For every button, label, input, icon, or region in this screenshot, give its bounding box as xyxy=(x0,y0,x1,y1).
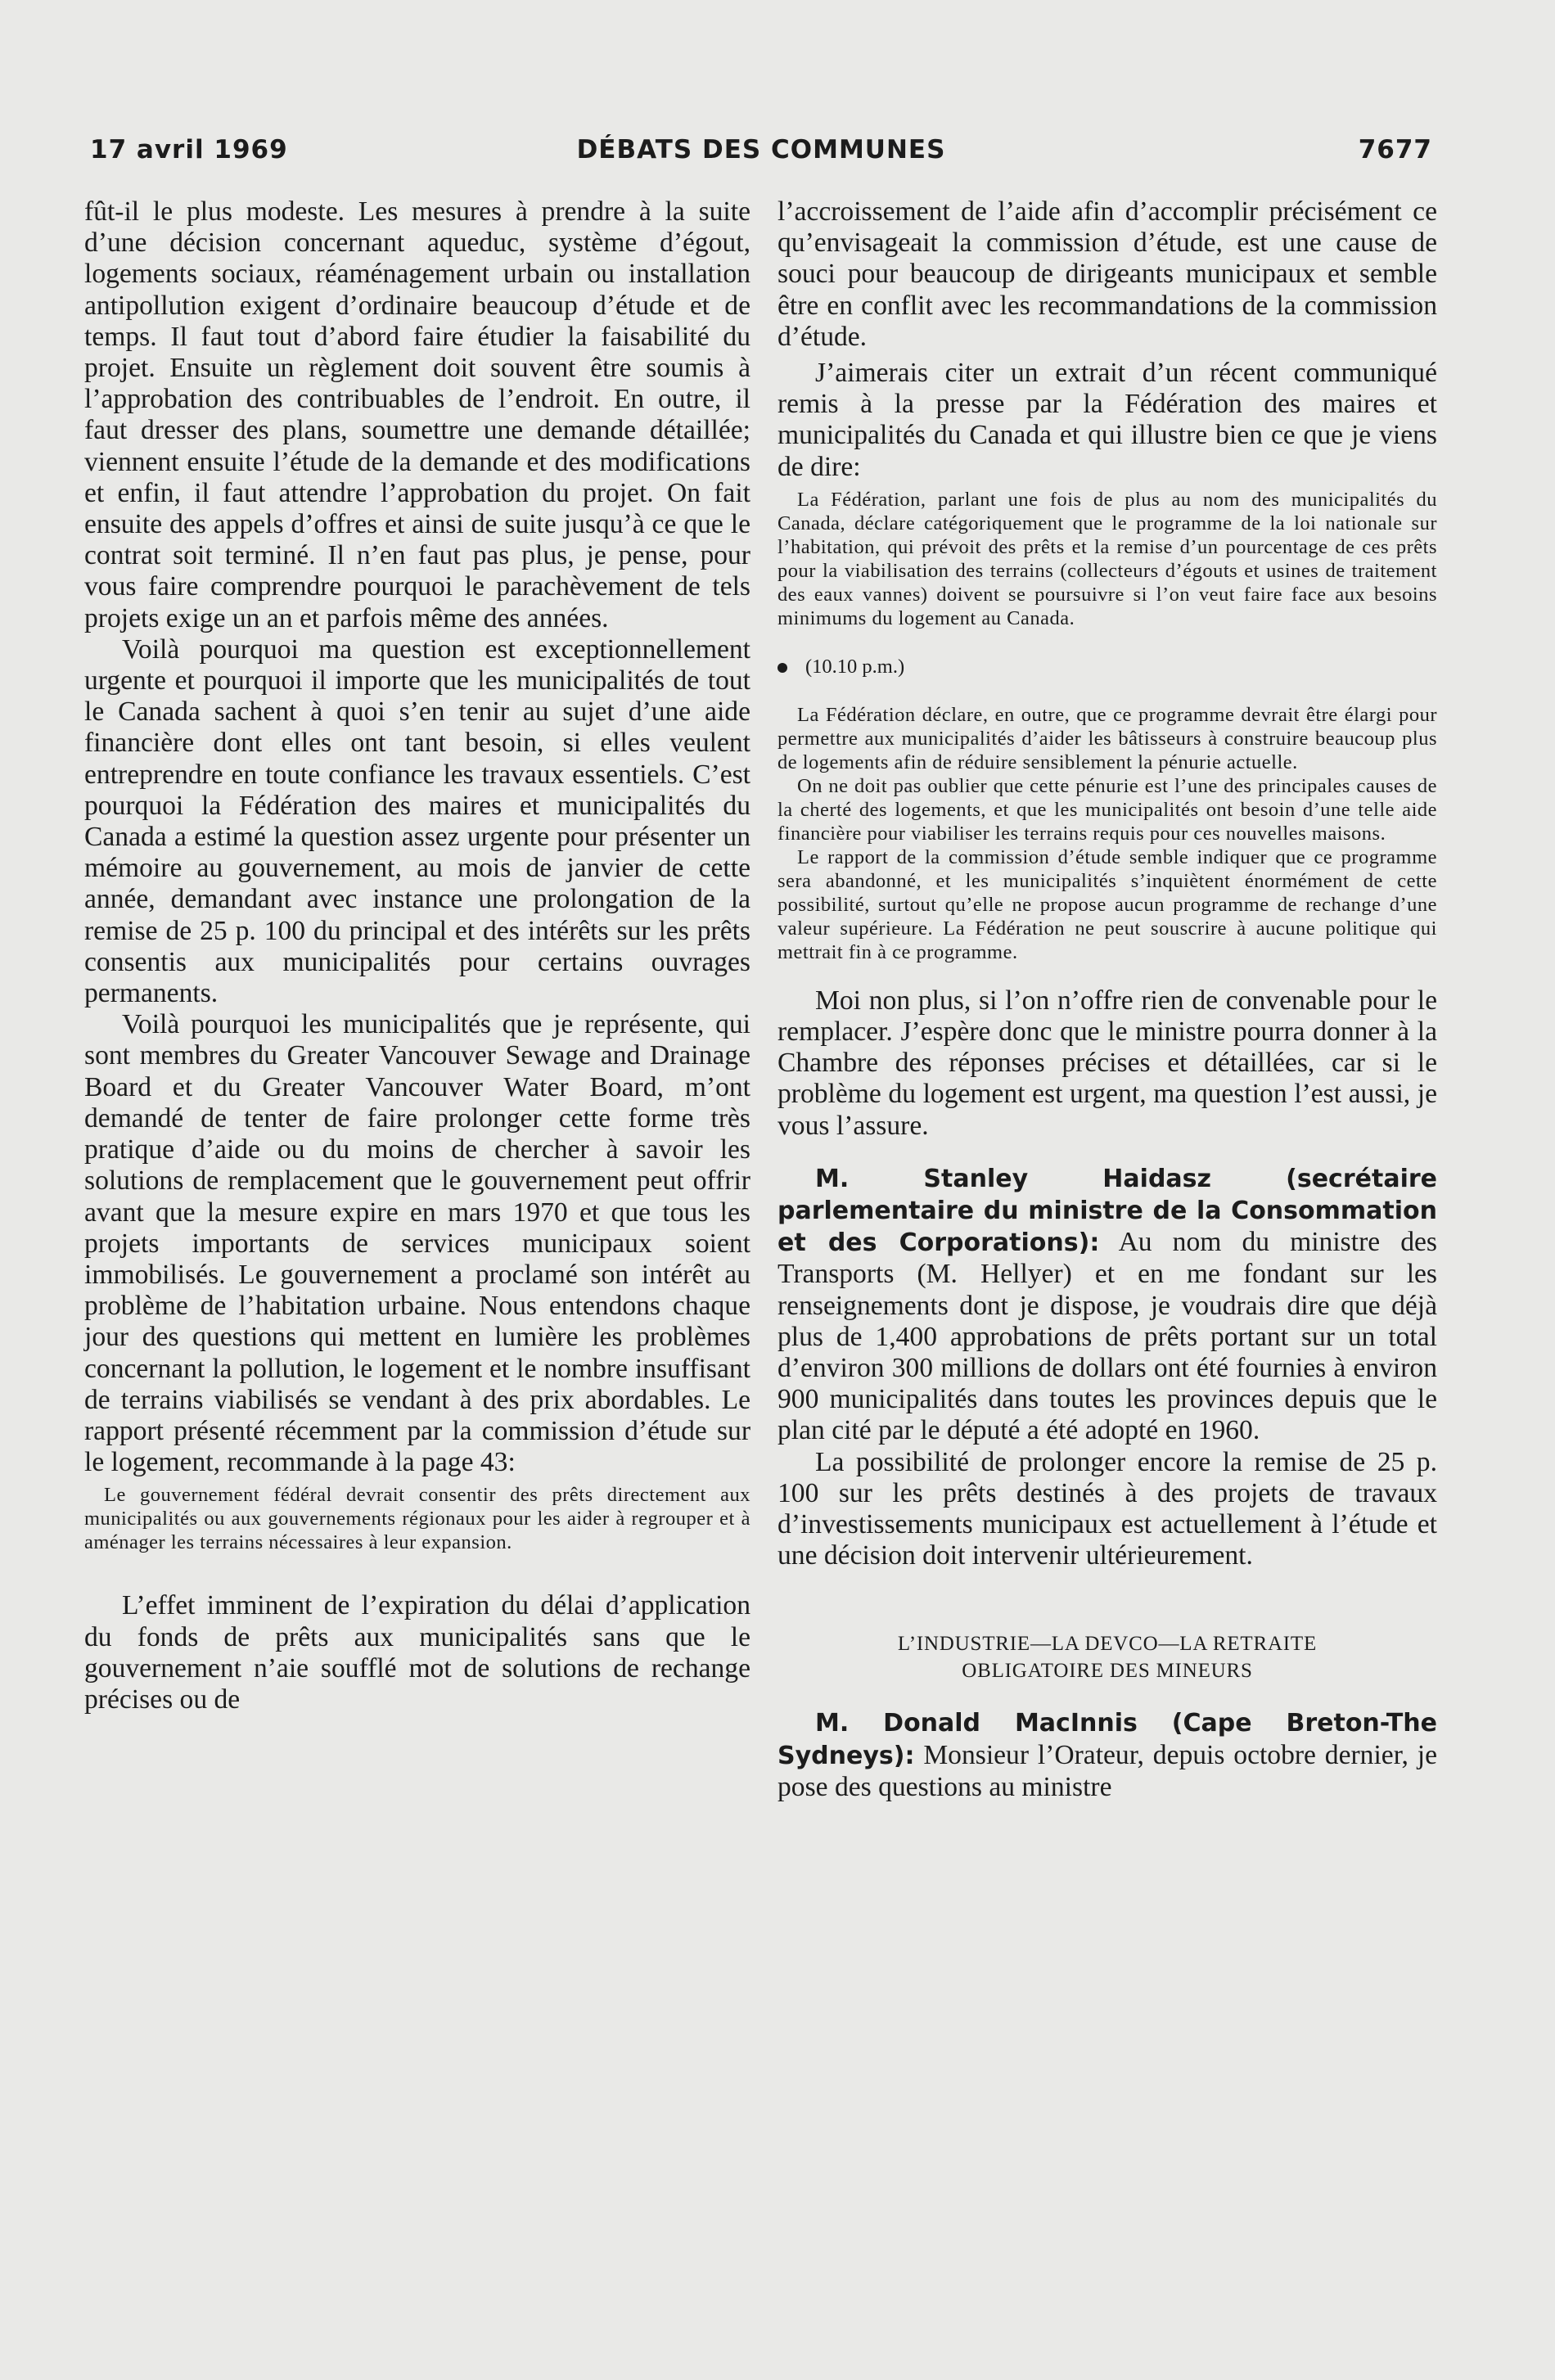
page-number: 7677 xyxy=(1358,135,1432,165)
speaker-paragraph xyxy=(778,1707,1437,1803)
section-heading-line: L’INDUSTRIE—LA DEVCO—LA RETRAITE xyxy=(897,1633,1318,1656)
paragraph: fût-il le plus modeste. Les mesures à prendre à la suite d’une décision concernant aqueduc, système d’égout, logements sociaux, réaménagement urbain ou installation antipollution exigent d’ordinaire beaucoup d’étude et de temps. Il faut tout d’abord faire étudier la faisabilité du projet. Ensuite un règlement doit souvent être soumis à l’approbation des contribuables de l’endroit. En outre, il faut dresser des plans, soumettre une demande détaillée; viennent ensuite l’étude de la demande et des modifications et enfin, il faut attendre l’approbation du projet. On fait ensuite des appels d’offres et ainsi de suite jusqu’à ce que le contrat soit terminé. Il n’en faut pas plus, je pense, pour vous faire comprendre pourquoi le parachèvement de tels projets exige un an et parfois même des années. xyxy=(84,196,750,633)
block-quote: Le gouvernement fédéral devrait consentir des prêts directement aux municipalités ou aux gouvernements régionaux pour les aider à regrouper et à aménager les terrains nécessaires à leur expansion. xyxy=(84,1484,750,1554)
block-quote: La Fédération, parlant une fois de plus au nom des municipalités du Canada, déclare catégoriquement que le programme de la loi nationale sur l’habitation, qui prévoit des prêts et la remise d’un pourcentage de ces prêts pour la viabilisation des terrains (collecteurs d’égouts et usines de traitement des eaux vannes) doivent se poursuivre si l’on veut faire face aux besoins minimums du logement au Canada. xyxy=(778,488,1437,629)
paragraph: L’effet imminent de l’expiration du délai d’application du fonds de prêts aux municipalités sans que le gouvernement n’aie soufflé mot de solutions de rechange précises ou de xyxy=(84,1590,750,1715)
left-column xyxy=(84,196,750,1715)
right-column xyxy=(778,196,1437,1803)
speaker-name: M. Stanley Haidasz (secrétaire parlementaire du ministre de la Consommation et des Corporations): xyxy=(778,1164,1437,1258)
paragraph: La possibilité de prolonger encore la remise de 25 p. 100 sur les prêts destinés à des projets de travaux d’investissements municipaux est actuellement à l’étude et une décision doit intervenir ultérieurement. xyxy=(778,1446,1437,1571)
paragraph: l’accroissement de l’aide afin d’accomplir précisément ce qu’envisageait la commission d’étude, est une cause de souci pour beaucoup de dirigeants municipaux et semble être en conflit avec les recommandations de la commission d’étude. xyxy=(778,196,1437,352)
speaker-text: Monsieur l’Orateur, depuis octobre dernier, je pose des questions au ministre xyxy=(778,1739,1437,1802)
speaker-paragraph xyxy=(778,1163,1437,1447)
block-quote: Le rapport de la commission d’étude semble indiquer que ce programme sera abandonné, et les municipalités s’inquiètent énormément de cette possibilité, surtout qu’elle ne propose aucun programme de rechange d’une valeur supérieure. La Fédération ne peut souscrire à aucune politique qui mettrait fin à ce programme. xyxy=(778,845,1437,963)
paragraph: Voilà pourquoi ma question est exceptionnellement urgente et pourquoi il importe que les municipalités de tout le Canada sachent à quoi s’en tenir au sujet d’une aide financière dont elles ont tant besoin, si elles veulent entreprendre en toute confiance les travaux essentiels. C’est pourquoi la Fédération des maires et municipalités du Canada a estimé la question assez urgente pour présenter un mémoire au gouvernement, au mois de janvier de cette année, demandant avec instance une prolongation de la remise de 25 p. 100 du principal et des intérêts sur les prêts consentis aux municipalités pour certains ouvrages permanents. xyxy=(84,633,750,1009)
time-marker-text: (10.10 p.m.) xyxy=(805,655,905,678)
section-heading-line: OBLIGATOIRE DES MINEURS xyxy=(962,1660,1253,1683)
time-marker xyxy=(778,655,1437,678)
paragraph: Moi non plus, si l’on n’offre rien de convenable pour le remplacer. J’espère donc que le ministre pourra donner à la Chambre des réponses précises et détaillées, car si le problème du logement est urgent, ma question l’est aussi, je vous l’assure. xyxy=(778,985,1437,1141)
speaker-text: Au nom du ministre des Transports (M. Hellyer) et en me fondant sur les renseignements dont je dispose, je voudrais dire que déjà plus de 1,400 approbations de prêts portant sur un total d’environ 300 millions de dollars ont été fournies à environ 900 municipalités dans toutes les provinces depuis que le plan cité par le député a été adopté en 1960. xyxy=(778,1227,1437,1446)
page-header xyxy=(90,135,1432,176)
section-heading xyxy=(778,1630,1437,1684)
block-quote: On ne doit pas oublier que cette pénurie est l’une des principales causes de la cherté des logements, et que les municipalités ont besoin d’une telle aide financière pour viabiliser les terrains requis pour ces nouvelles maisons. xyxy=(778,774,1437,845)
paragraph: Voilà pourquoi les municipalités que je représente, qui sont membres du Greater Vancouver Sewage and Drainage Board et du Greater Vancouver Water Board, m’ont demandé de tenter de faire prolonger cette forme très pratique d’aide ou du moins de chercher à savoir les solutions de remplacement que le gouvernement peut offrir avant que la mesure expire en mars 1970 et que tous les projets importants de services municipaux soient immobilisés. Le gouvernement a proclamé son intérêt au problème de l’habitation urbaine. Nous entendons chaque jour des questions qui mettent en lumière les problèmes concernant la pollution, le logement et le nombre insuffisant de terrains viabilisés se vendant à des prix abordables. Le rapport présenté récemment par la commission d’étude sur le logement, recommande à la page 43: xyxy=(84,1009,750,1478)
speaker-name: M. Donald MacInnis (Cape Breton-The Sydneys): xyxy=(778,1709,1437,1770)
header-title: DÉBATS DES COMMUNES xyxy=(576,135,946,165)
block-quote: La Fédération déclare, en outre, que ce programme devrait être élargi pour permettre aux municipalités d’aider les bâtisseurs à construire beaucoup plus de logements afin de réduire sensiblement la pénurie actuelle. xyxy=(778,703,1437,773)
header-date: 17 avril 1969 xyxy=(90,135,288,165)
bullet-icon xyxy=(778,663,787,673)
paragraph: J’aimerais citer un extrait d’un récent communiqué remis à la presse par la Fédération des maires et municipalités du Canada et qui illustre bien ce que je viens de dire: xyxy=(778,358,1437,482)
